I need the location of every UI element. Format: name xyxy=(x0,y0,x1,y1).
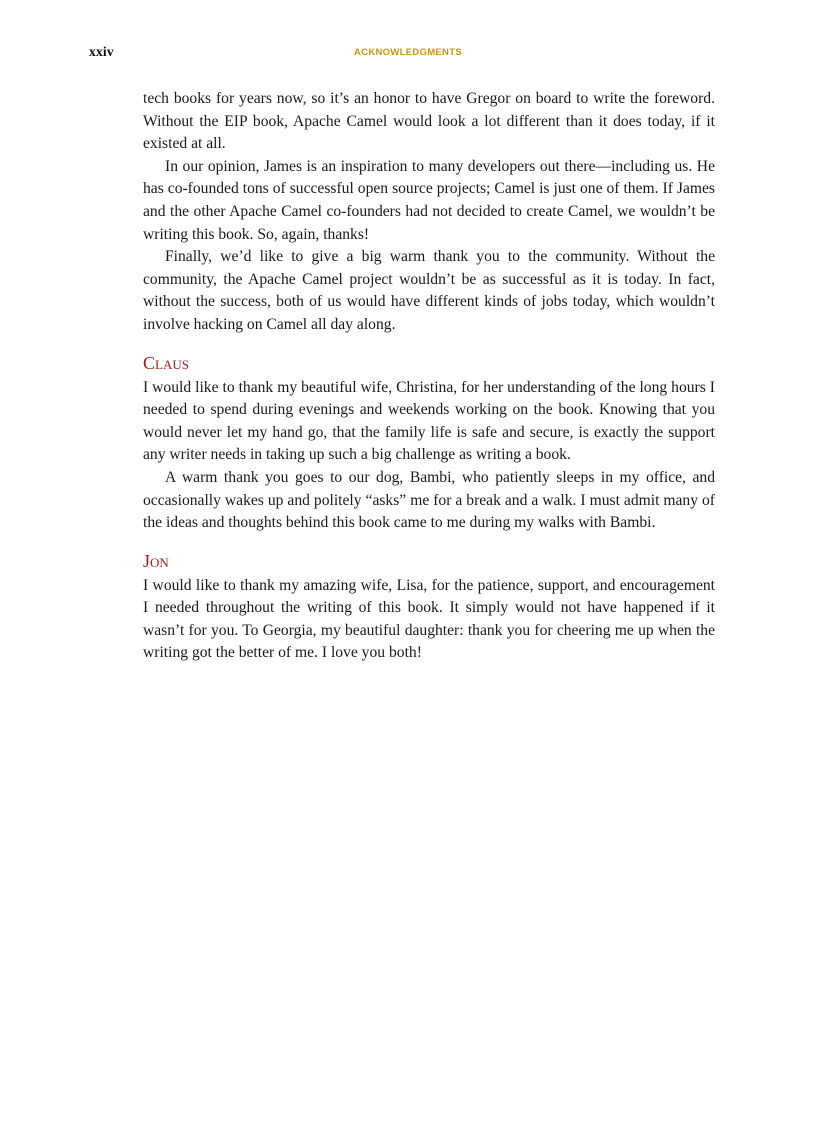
section-heading-jon: Jon xyxy=(143,550,169,571)
jon-paragraph: I would like to thank my amazing wife, Lisa, for the patience, support, and encouragement I needed throughout the writing of this book. It simply would not have happened if it wasn’t for you. To Georgia, my beautiful daughter: thank you for cheering me up when the writing got the better of me. I love you both! xyxy=(143,576,715,662)
claus-paragraph: I would like to thank my beautiful wife, Christina, for her understanding of the long hours I needed to spend during evenings and weekends working on the book. Knowing that you would never let my hand go, that the family life is safe and secure, is exactly the support any writer needs in taking up such a big challenge as writing a book. xyxy=(143,378,715,464)
intro-paragraph: Finally, we’d like to give a big warm thank you to the community. Without the community, the Apache Camel project wouldn’t be as successful as it is today. In fact, without the success, both of us would have different kinds of jobs today, which wouldn’t involve hacking on Camel all day along. xyxy=(143,248,715,333)
claus-paragraph: A warm thank you goes to our dog, Bambi, who patiently sleeps in my office, and occasionally wakes up and politely “asks” me for a break and a walk. I must admit many of the ideas and thoughts behind this book came to me during my walks with Bambi. xyxy=(143,468,715,532)
intro-paragraph: In our opinion, James is an inspiration to many developers out there—including us. He has co-founded tons of successful open source projects; Camel is just one of them. If James and the other Apache Camel co-founders had not decided to create Camel, we wouldn’t be writing this book. So, again, thanks! xyxy=(143,157,715,243)
section-heading-claus: Claus xyxy=(143,352,189,373)
page-number: xxiv xyxy=(89,44,114,59)
running-head: ACKNOWLEDGMENTS xyxy=(354,47,462,58)
page-body xyxy=(143,88,715,665)
intro-paragraph: tech books for years now, so it’s an honor to have Gregor on board to write the foreword. Without the EIP book, Apache Camel would look a lot different than it does today, if it existed at all. xyxy=(143,90,715,153)
